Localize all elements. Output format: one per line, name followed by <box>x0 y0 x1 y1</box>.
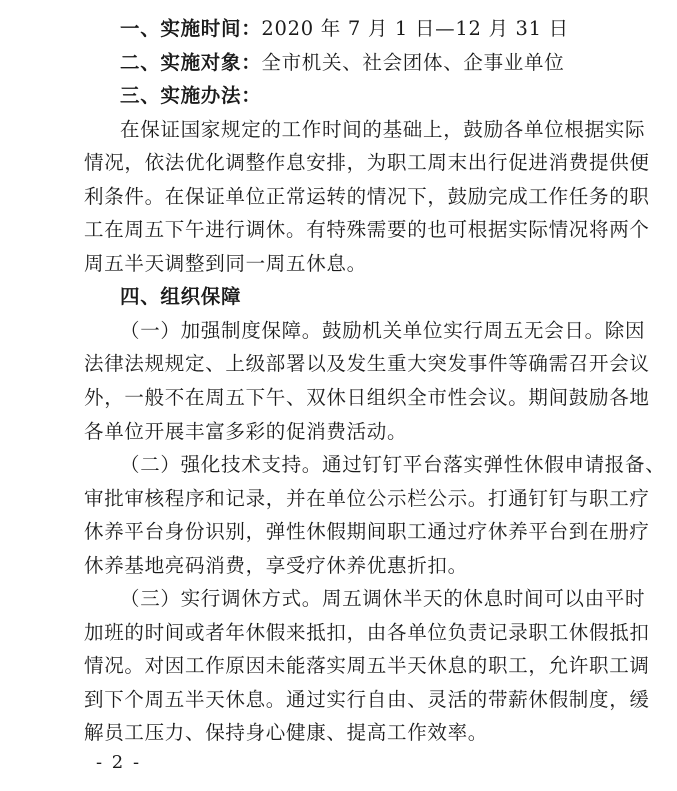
paragraph-line: （一）加强制度保障。鼓励机关单位实行周五无会日。除因 <box>120 319 646 342</box>
paragraph-line: 情况，依法优化调整作息安排，为职工周末出行促进消费提供便 <box>84 151 650 174</box>
section-implementation-time <box>120 14 569 44</box>
section-heading: 一、实施时间： <box>120 17 262 40</box>
paragraph-line: 在保证国家规定的工作时间的基础上，鼓励各单位根据实际 <box>120 118 646 141</box>
paragraph-line: 审批审核程序和记录，并在单位公示栏公示。打通钉钉与职工疗 <box>84 487 650 510</box>
section-implementation-target <box>120 48 564 78</box>
paragraph-line: 各单位开展丰富多彩的促消费活动。 <box>84 420 408 443</box>
section-heading: 三、实施办法： <box>120 84 262 107</box>
paragraph-line: （二）强化技术支持。通过钉钉平台落实弹性休假申请报备、 <box>120 453 666 476</box>
paragraph-line: 休养基地亮码消费，享受疗休养优惠折扣。 <box>84 554 468 577</box>
paragraph-line: 法律法规规定、上级部署以及发生重大突发事件等确需召开会议 <box>84 352 650 375</box>
page-number: - 2 - <box>96 752 142 773</box>
paragraph-line: 利条件。在保证单位正常运转的情况下，鼓励完成工作任务的职 <box>84 185 650 208</box>
paragraph-line: 情况。对因工作原因未能落实周五半天休息的职工，允许职工调 <box>84 654 650 677</box>
paragraph-line: 周五半天调整到同一周五休息。 <box>84 252 367 275</box>
section-heading: 四、组织保障 <box>120 285 242 308</box>
section-heading: 二、实施对象： <box>120 51 262 74</box>
paragraph-line: 到下个周五半天休息。通过实行自由、灵活的带薪休假制度，缓 <box>84 688 650 711</box>
section-value: 全市机关、社会团体、企事业单位 <box>261 51 565 74</box>
paragraph-line: 外，一般不在周五下午、双休日组织全市性会议。期间鼓励各地 <box>84 386 650 409</box>
paragraph-line: 休养平台身份识别，弹性休假期间职工通过疗休养平台到在册疗 <box>84 520 650 543</box>
paragraph-line: 工在周五下午进行调休。有特殊需要的也可根据实际情况将两个 <box>84 218 650 241</box>
paragraph-line: 解员工压力、保持身心健康、提高工作效率。 <box>84 721 489 744</box>
paragraph-line: 加班的时间或者年休假来抵扣，由各单位负责记录职工休假抵扣 <box>84 621 650 644</box>
section-value: 2020 年 7 月 1 日—12 月 31 日 <box>261 17 569 40</box>
paragraph-line: （三）实行调休方式。周五调休半天的休息时间可以由平时 <box>120 587 646 610</box>
